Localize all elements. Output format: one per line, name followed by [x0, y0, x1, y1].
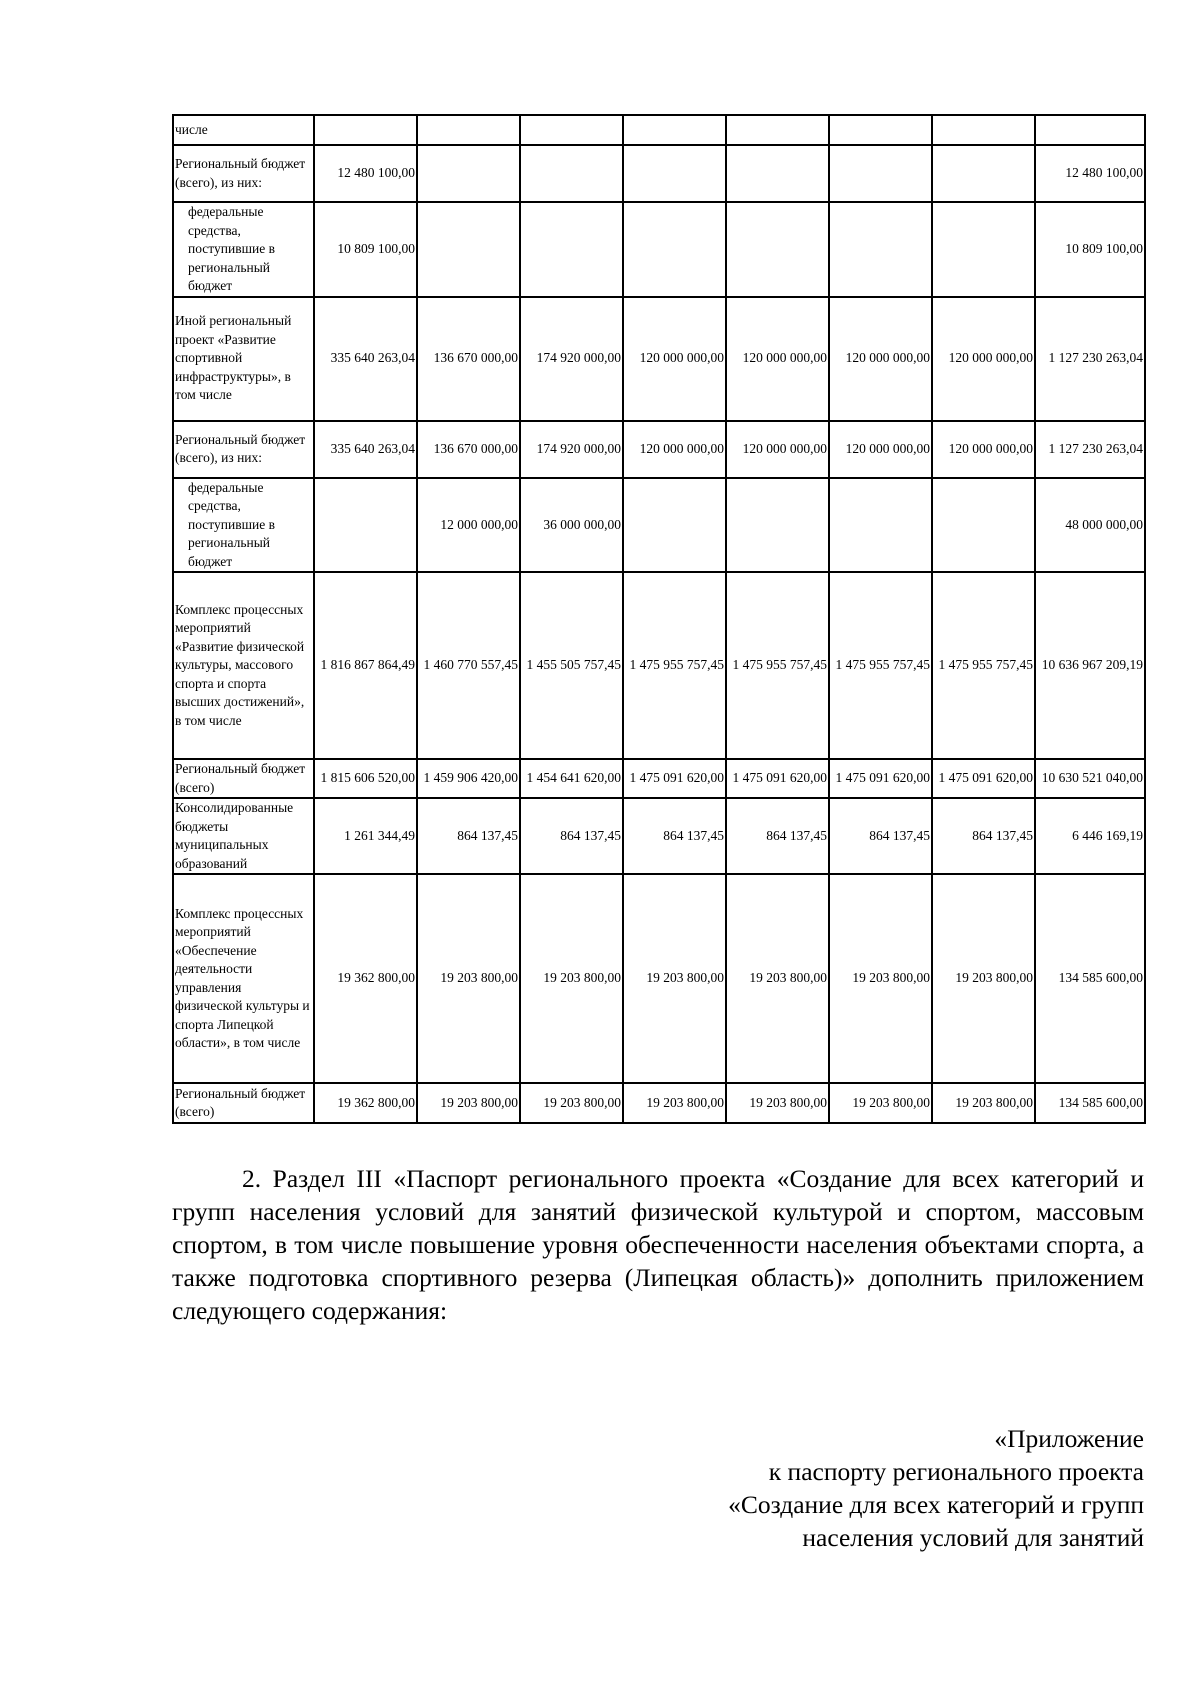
table-row — [173, 115, 1145, 145]
appendix-line: населения условий для занятий — [802, 1523, 1144, 1552]
row-label: числе — [173, 115, 314, 145]
value-cell: 120 000 000,00 — [726, 421, 829, 478]
table-row — [173, 1083, 1145, 1123]
table-row — [173, 145, 1145, 202]
value-cell: 19 362 800,00 — [314, 874, 417, 1083]
value-cell: 1 459 906 420,00 — [417, 759, 520, 798]
value-cell: 10 809 100,00 — [1035, 202, 1145, 297]
value-cell: 19 203 800,00 — [829, 1083, 932, 1123]
value-cell: 174 920 000,00 — [520, 297, 623, 421]
row-label: Региональный бюджет (всего) — [173, 759, 314, 798]
value-cell: 1 454 641 620,00 — [520, 759, 623, 798]
budget-table — [172, 114, 1146, 1124]
value-cell: 335 640 263,04 — [314, 421, 417, 478]
value-cell: 19 203 800,00 — [417, 874, 520, 1083]
value-cell: 1 127 230 263,04 — [1035, 297, 1145, 421]
table-row — [173, 297, 1145, 421]
value-cell: 174 920 000,00 — [520, 421, 623, 478]
value-cell: 864 137,45 — [520, 798, 623, 874]
value-cell: 864 137,45 — [829, 798, 932, 874]
value-cell — [623, 202, 726, 297]
value-cell — [829, 115, 932, 145]
value-cell — [520, 202, 623, 297]
value-cell: 1 475 091 620,00 — [829, 759, 932, 798]
value-cell: 1 475 955 757,45 — [829, 572, 932, 759]
value-cell: 1 475 955 757,45 — [623, 572, 726, 759]
value-cell: 864 137,45 — [623, 798, 726, 874]
value-cell: 36 000 000,00 — [520, 478, 623, 573]
value-cell — [726, 202, 829, 297]
value-cell: 864 137,45 — [417, 798, 520, 874]
value-cell: 120 000 000,00 — [623, 421, 726, 478]
table-row — [173, 572, 1145, 759]
row-label: Консолидированные бюджеты муниципальных образований — [173, 798, 314, 874]
value-cell: 1 475 091 620,00 — [623, 759, 726, 798]
value-cell: 136 670 000,00 — [417, 421, 520, 478]
value-cell: 19 203 800,00 — [932, 874, 1035, 1083]
budget-table-body — [173, 115, 1145, 1123]
row-label: Комплекс процессных мероприятий «Развитие физической культуры, массового спорта и спорта высших достижений», в том числе — [173, 572, 314, 759]
table-row — [173, 759, 1145, 798]
value-cell: 19 203 800,00 — [520, 1083, 623, 1123]
value-cell: 1 261 344,49 — [314, 798, 417, 874]
value-cell — [726, 145, 829, 202]
value-cell: 12 480 100,00 — [1035, 145, 1145, 202]
value-cell: 1 475 955 757,45 — [726, 572, 829, 759]
value-cell: 136 670 000,00 — [417, 297, 520, 421]
value-cell: 864 137,45 — [726, 798, 829, 874]
table-row — [173, 202, 1145, 297]
value-cell: 134 585 600,00 — [1035, 1083, 1145, 1123]
table-row — [173, 421, 1145, 478]
row-label: федеральные средства, поступившие в региональный бюджет — [173, 478, 314, 573]
value-cell — [829, 145, 932, 202]
value-cell: 19 203 800,00 — [829, 874, 932, 1083]
value-cell: 134 585 600,00 — [1035, 874, 1145, 1083]
value-cell — [932, 478, 1035, 573]
value-cell: 19 203 800,00 — [417, 1083, 520, 1123]
value-cell — [417, 145, 520, 202]
value-cell: 864 137,45 — [932, 798, 1035, 874]
value-cell: 120 000 000,00 — [829, 297, 932, 421]
value-cell — [726, 115, 829, 145]
value-cell: 120 000 000,00 — [932, 297, 1035, 421]
value-cell: 12 000 000,00 — [417, 478, 520, 573]
value-cell — [520, 145, 623, 202]
value-cell: 1 455 505 757,45 — [520, 572, 623, 759]
value-cell: 10 630 521 040,00 — [1035, 759, 1145, 798]
value-cell — [726, 478, 829, 573]
row-label: федеральные средства, поступившие в региональный бюджет — [173, 202, 314, 297]
value-cell: 1 815 606 520,00 — [314, 759, 417, 798]
table-row — [173, 798, 1145, 874]
value-cell — [314, 478, 417, 573]
value-cell: 120 000 000,00 — [932, 421, 1035, 478]
value-cell: 120 000 000,00 — [726, 297, 829, 421]
value-cell — [623, 115, 726, 145]
value-cell: 19 203 800,00 — [623, 874, 726, 1083]
table-row — [173, 478, 1145, 573]
row-label: Региональный бюджет (всего), из них: — [173, 145, 314, 202]
value-cell: 1 475 955 757,45 — [932, 572, 1035, 759]
value-cell — [417, 202, 520, 297]
appendix-line: к паспорту регионального проекта — [768, 1457, 1144, 1486]
value-cell: 1 460 770 557,45 — [417, 572, 520, 759]
table-row — [173, 874, 1145, 1083]
value-cell: 19 203 800,00 — [520, 874, 623, 1083]
value-cell: 12 480 100,00 — [314, 145, 417, 202]
appendix-line: «Создание для всех категорий и групп — [728, 1490, 1144, 1519]
row-label: Региональный бюджет (всего), из них: — [173, 421, 314, 478]
value-cell: 19 203 800,00 — [932, 1083, 1035, 1123]
value-cell: 6 446 169,19 — [1035, 798, 1145, 874]
row-label: Региональный бюджет (всего) — [173, 1083, 314, 1123]
value-cell: 1 816 867 864,49 — [314, 572, 417, 759]
value-cell: 1 127 230 263,04 — [1035, 421, 1145, 478]
value-cell — [932, 202, 1035, 297]
value-cell — [417, 115, 520, 145]
value-cell: 1 475 091 620,00 — [932, 759, 1035, 798]
section-paragraph: 2. Раздел III «Паспорт регионального проекта «Создание для всех категорий и групп населения условий для занятий физической культурой и спортом, массовым спортом, в том числе повышение уровня обеспеченности населения объектами спорта, а также подготовка спортивного резерва (Липецкая область)» дополнить приложением следующего содержания: — [172, 1164, 1144, 1325]
value-cell — [314, 115, 417, 145]
row-label: Комплекс процессных мероприятий «Обеспечение деятельности управления физической культуры и спорта Липецкой области», в том числе — [173, 874, 314, 1083]
value-cell — [623, 145, 726, 202]
row-label: Иной региональный проект «Развитие спортивной инфраструктуры», в том числе — [173, 297, 314, 421]
value-cell — [520, 115, 623, 145]
appendix-header — [444, 1422, 1144, 1554]
value-cell: 48 000 000,00 — [1035, 478, 1145, 573]
value-cell: 19 362 800,00 — [314, 1083, 417, 1123]
value-cell: 10 636 967 209,19 — [1035, 572, 1145, 759]
value-cell: 10 809 100,00 — [314, 202, 417, 297]
value-cell: 120 000 000,00 — [623, 297, 726, 421]
value-cell: 1 475 091 620,00 — [726, 759, 829, 798]
value-cell — [623, 478, 726, 573]
value-cell: 335 640 263,04 — [314, 297, 417, 421]
appendix-line: «Приложение — [994, 1424, 1144, 1453]
value-cell — [932, 145, 1035, 202]
value-cell — [932, 115, 1035, 145]
value-cell — [1035, 115, 1145, 145]
value-cell: 19 203 800,00 — [726, 1083, 829, 1123]
value-cell — [829, 478, 932, 573]
value-cell: 19 203 800,00 — [726, 874, 829, 1083]
value-cell — [829, 202, 932, 297]
value-cell: 19 203 800,00 — [623, 1083, 726, 1123]
value-cell: 120 000 000,00 — [829, 421, 932, 478]
